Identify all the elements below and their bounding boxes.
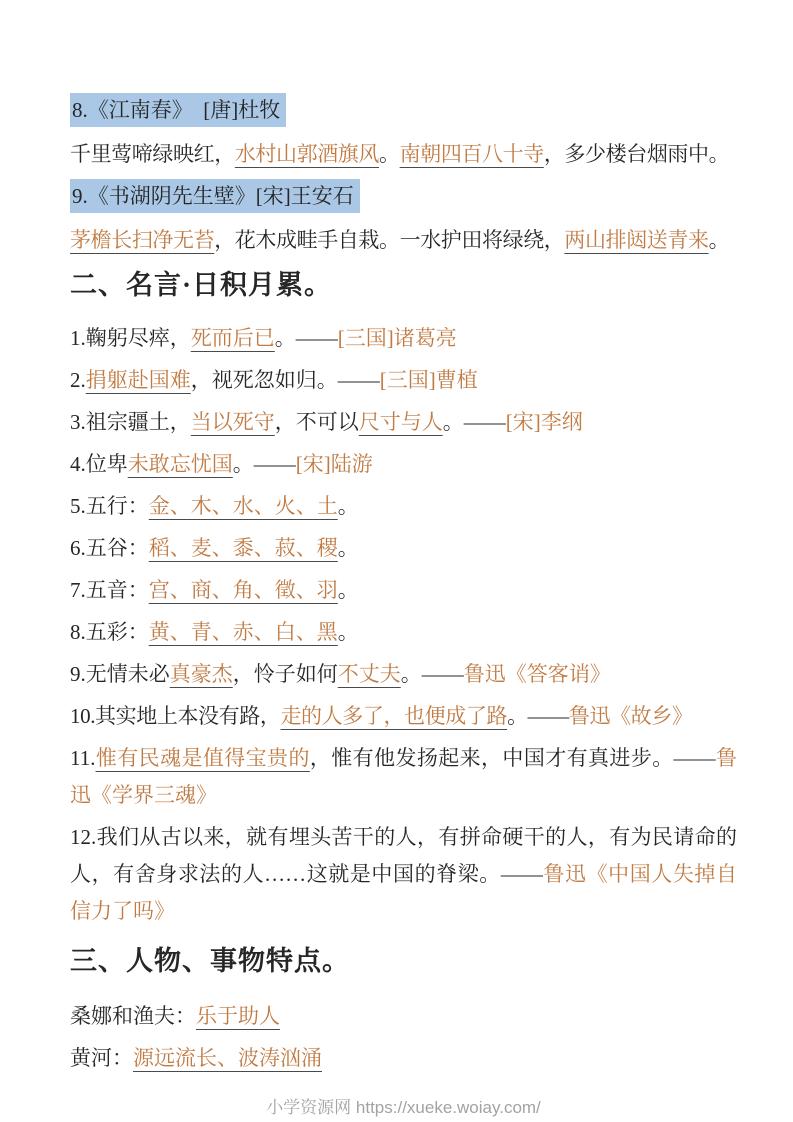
attribution-text: 鲁迅《答客诮》 xyxy=(463,662,611,686)
plain-text: ，惟有他发扬起来，中国才有真进步。—— xyxy=(309,746,716,770)
plain-text: 8.五彩： xyxy=(70,620,149,644)
attribution-text: [宋]陆游 xyxy=(295,452,373,476)
section-heading-3 xyxy=(70,940,737,982)
attribution-text: [三国]诸葛亮 xyxy=(337,326,457,350)
saying-6 xyxy=(70,530,737,567)
plain-text: 。 xyxy=(337,578,359,602)
saying-4 xyxy=(70,446,737,483)
saying-12 xyxy=(70,819,737,930)
saying-8 xyxy=(70,614,737,651)
key-phrase-underlined: 乐于助人 xyxy=(196,1004,280,1028)
plain-text: ，花木成畦手自栽。一水护田将绿绕， xyxy=(214,228,565,252)
key-phrase-underlined: 南朝四百八十寺 xyxy=(399,142,544,166)
attribution-text: 鲁迅《学界三魂》 xyxy=(70,746,738,807)
key-phrase-underlined: 不丈夫 xyxy=(337,662,401,686)
key-phrase-underlined: 源远流长、波涛汹涌 xyxy=(133,1046,322,1070)
plain-text: 。 xyxy=(708,228,730,252)
plain-text: 。—— xyxy=(232,452,296,476)
poem-title-9 xyxy=(70,178,737,215)
trait-sangna xyxy=(70,998,737,1035)
plain-text: 三、人物、事物特点。 xyxy=(70,946,350,976)
poem-text-8 xyxy=(70,136,737,173)
key-phrase-underlined: 尺寸与人 xyxy=(358,410,443,434)
highlighted-title-text: 8.《江南春》 [唐]杜牧 xyxy=(70,93,286,127)
saying-5 xyxy=(70,488,737,525)
trait-huanghe xyxy=(70,1040,737,1077)
plain-text: 6.五谷： xyxy=(70,536,149,560)
key-phrase-underlined: 惟有民魂是值得宝贵的 xyxy=(95,746,310,770)
key-phrase-underlined: 走的人多了，也便成了路 xyxy=(280,704,508,728)
key-phrase-underlined: 真豪杰 xyxy=(169,662,233,686)
plain-text: 千里莺啼绿映红， xyxy=(70,142,235,166)
plain-text: 。—— xyxy=(507,704,569,728)
document-body xyxy=(70,92,737,1077)
plain-text: 。—— xyxy=(442,410,506,434)
saying-7 xyxy=(70,572,737,609)
attribution-text: 鲁迅《中国人失掉自信力了吗》 xyxy=(70,862,738,923)
plain-text: 。—— xyxy=(400,662,464,686)
attribution-text: 鲁迅《故乡》 xyxy=(568,704,693,728)
section-heading-2 xyxy=(70,264,737,306)
plain-text: 。 xyxy=(379,142,400,166)
key-phrase-underlined: 稻、麦、黍、菽、稷 xyxy=(148,536,338,560)
plain-text: ，怜子如何 xyxy=(232,662,338,686)
plain-text: 3.祖宗疆土， xyxy=(70,410,191,434)
plain-text: 黄河： xyxy=(70,1046,133,1070)
plain-text: ，多少楼台烟雨中。 xyxy=(543,142,730,166)
key-phrase-underlined: 金、木、水、火、土 xyxy=(148,494,338,518)
saying-1 xyxy=(70,320,737,357)
plain-text: 10.其实地上本没有路， xyxy=(70,704,281,728)
key-phrase-underlined: 黄、青、赤、白、黑 xyxy=(148,620,338,644)
page-footer-source: 小学资源网 https://xueke.woiay.com/ xyxy=(266,1098,541,1117)
attribution-text: [三国]曹植 xyxy=(379,368,478,392)
attribution-text: [宋]李纲 xyxy=(505,410,583,434)
key-phrase-underlined: 未敢忘忧国 xyxy=(127,452,233,476)
saying-9 xyxy=(70,656,737,693)
plain-text: 二、名言·日积月累。 xyxy=(70,270,333,300)
key-phrase-underlined: 捐躯赴国难 xyxy=(85,368,191,392)
plain-text: 9.无情未必 xyxy=(70,662,170,686)
plain-text: 桑娜和渔夫： xyxy=(70,1004,196,1028)
plain-text: 。 xyxy=(337,620,359,644)
plain-text: ，不可以 xyxy=(274,410,359,434)
plain-text: 7.五音： xyxy=(70,578,149,602)
key-phrase-underlined: 死而后已 xyxy=(190,326,275,350)
poem-text-9 xyxy=(70,222,737,259)
plain-text: 12.我们从古以来，就有埋头苦干的人，有拼命硬干的人，有为民请命的人，有舍身求法的人……这就是中国的脊梁。—— xyxy=(70,825,737,886)
plain-text: 。 xyxy=(337,536,359,560)
plain-text: 11. xyxy=(70,746,96,770)
plain-text: 2. xyxy=(70,368,86,392)
plain-text: 。—— xyxy=(274,326,338,350)
plain-text: 5.五行： xyxy=(70,494,149,518)
highlighted-title-text: 9.《书湖阴先生壁》[宋]王安石 xyxy=(70,179,360,213)
plain-text: 1.鞠躬尽瘁， xyxy=(70,326,191,350)
key-phrase-underlined: 茅檐长扫净无苔 xyxy=(70,228,215,252)
plain-text: ，视死忽如归。—— xyxy=(190,368,380,392)
saying-11 xyxy=(70,740,737,814)
plain-text: 4.位卑 xyxy=(70,452,128,476)
key-phrase-underlined: 当以死守 xyxy=(190,410,275,434)
poem-title-8 xyxy=(70,92,737,129)
saying-3 xyxy=(70,404,737,441)
plain-text: 。 xyxy=(337,494,359,518)
key-phrase-underlined: 两山排闼送青来 xyxy=(564,228,709,252)
saying-2 xyxy=(70,362,737,399)
key-phrase-underlined: 宫、商、角、徵、羽 xyxy=(148,578,338,602)
saying-10 xyxy=(70,698,737,735)
key-phrase-underlined: 水村山郭酒旗风 xyxy=(234,142,380,166)
